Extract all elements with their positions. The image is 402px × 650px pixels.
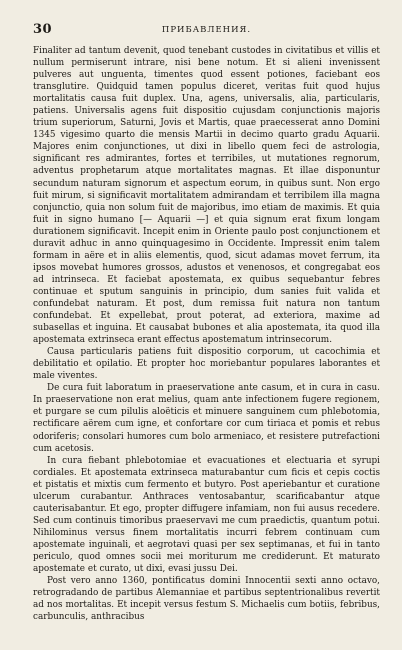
page-header <box>33 22 380 40</box>
paragraph: In cura fiebant phlebotomiae et evacuationes et electuaria et syrupi cordiales. Et apostemata extrinseca maturabantur cum ficis et cepis coctis et pistatis et mixtis cum fermento et butyro. Post aperiebantur et curatione ulcerum curabantur. Anthraces ventosabantur, scarificabantur atque cauterisabantur. Et ego, propter diffugere infamiam, non fui ausus recedere. Sed cum continuis timoribus praeservavi me cum praedictis, quantum potui. Nihilominus versus finem mortalitatis incurri febrem continuam cum apostemate inguinali, et aegrotavi quasi per sex septimanas, et fui in tanto periculo, quod omnes socii mei moriturum me crediderunt. Et maturato apostemate et curato, ut dixi, evasi jussu Dei. <box>33 455 380 575</box>
paragraph: Finaliter ad tantum devenit, quod tenebant custodes in civitatibus et villis et nullum permiserunt intrare, nisi bene notum. Et si alieni invenissent pulveres aut unguenta, timentes quod essent potiones, faciebant eos transglutire. Quidquid tamen populus diceret, veritas fuit quod hujus mortalitatis causa fuit duplex. Una, agens, universalis, alia, particularis, patiens. Universalis agens fuit dispositio cujusdam conjunctionis majoris trium superiorum, Saturni, Jovis et Martis, quae praecesserat anno Domini 1345 vigesimo quarto die mensis Martii in decimo quarto gradu Aquarii. Majores enim conjunctiones, ut dixi in libello quem feci de astrologia, significant res admirantes, fortes et terribiles, ut mutationes regnorum, adventus prophetarum atque mortalitates magnas. Et illae disponuntur secundum naturam signorum et aspectum eorum, in quibus sunt. Non ergo fuit mirum, si significavit mortalitatem admirandam et terribilem illa magna conjunctio, quia non solum fuit de majoribus, imo etiam de maximis. Et quia fuit in signo humano [— Aquarii —] et quia signum erat fixum longam durationem significavit. Incepit enim in Oriente paulo post conjunctionem et duravit adhuc in anno quinquagesimo in Occidente. Impressit enim talem formam in aëre et in aliis elementis, quod, sicut adamas movet ferrum, ita ipsos movebat humores grossos, adustos et venenosos, et congregabat eos ad intrinseca. Et faciebat apostemata, ex quibus sequebantur febres continuae et sputum sanguinis in principio, dum sanies fuit valida et confundebat naturam. Et post, dum remissa fuit natura non tantum confundebat. Et expellebat, prout poterat, ad exteriora, maxime ad subasellas et inguina. Et causabat bubones et alia apostemata, ita quod illa apostemata extrinseca erant effectus apostematum intrinsecorum. <box>33 46 380 346</box>
body-text <box>33 45 380 623</box>
page-number: 30 <box>33 22 53 37</box>
paragraph: De cura fuit laboratum in praeservatione ante casum, et in cura in casu. In praeservatione non erat melius, quam ante infectionem fugere regionem, et purgare se cum pilulis aloëticis et minuere sanguinem cum phlebotomia, rectificare aërem cum igne, et confortare cor cum tiriaca et pomis et rebus odoriferis; consolari humores cum bolo armeniaco, et resistere putrefactioni cum acetosis. <box>33 383 380 454</box>
paragraph: Post vero anno 1360, pontificatus domini Innocentii sexti anno octavo, retrogradando de partibus Alemanniae et partibus septentrionalibus revertit ad nos mortalitas. Et incepit versus festum S. Michaelis cum botiis, febribus, carbunculis, anthracibus <box>33 576 380 623</box>
running-head: ПРИБАВЛЕНИЯ. <box>161 25 252 35</box>
paragraph: Causa particularis patiens fuit dispositio corporum, ut cacochimia et debilitatio et opilatio. Et propter hoc moriebantur populares laborantes et male viventes. <box>33 347 380 382</box>
